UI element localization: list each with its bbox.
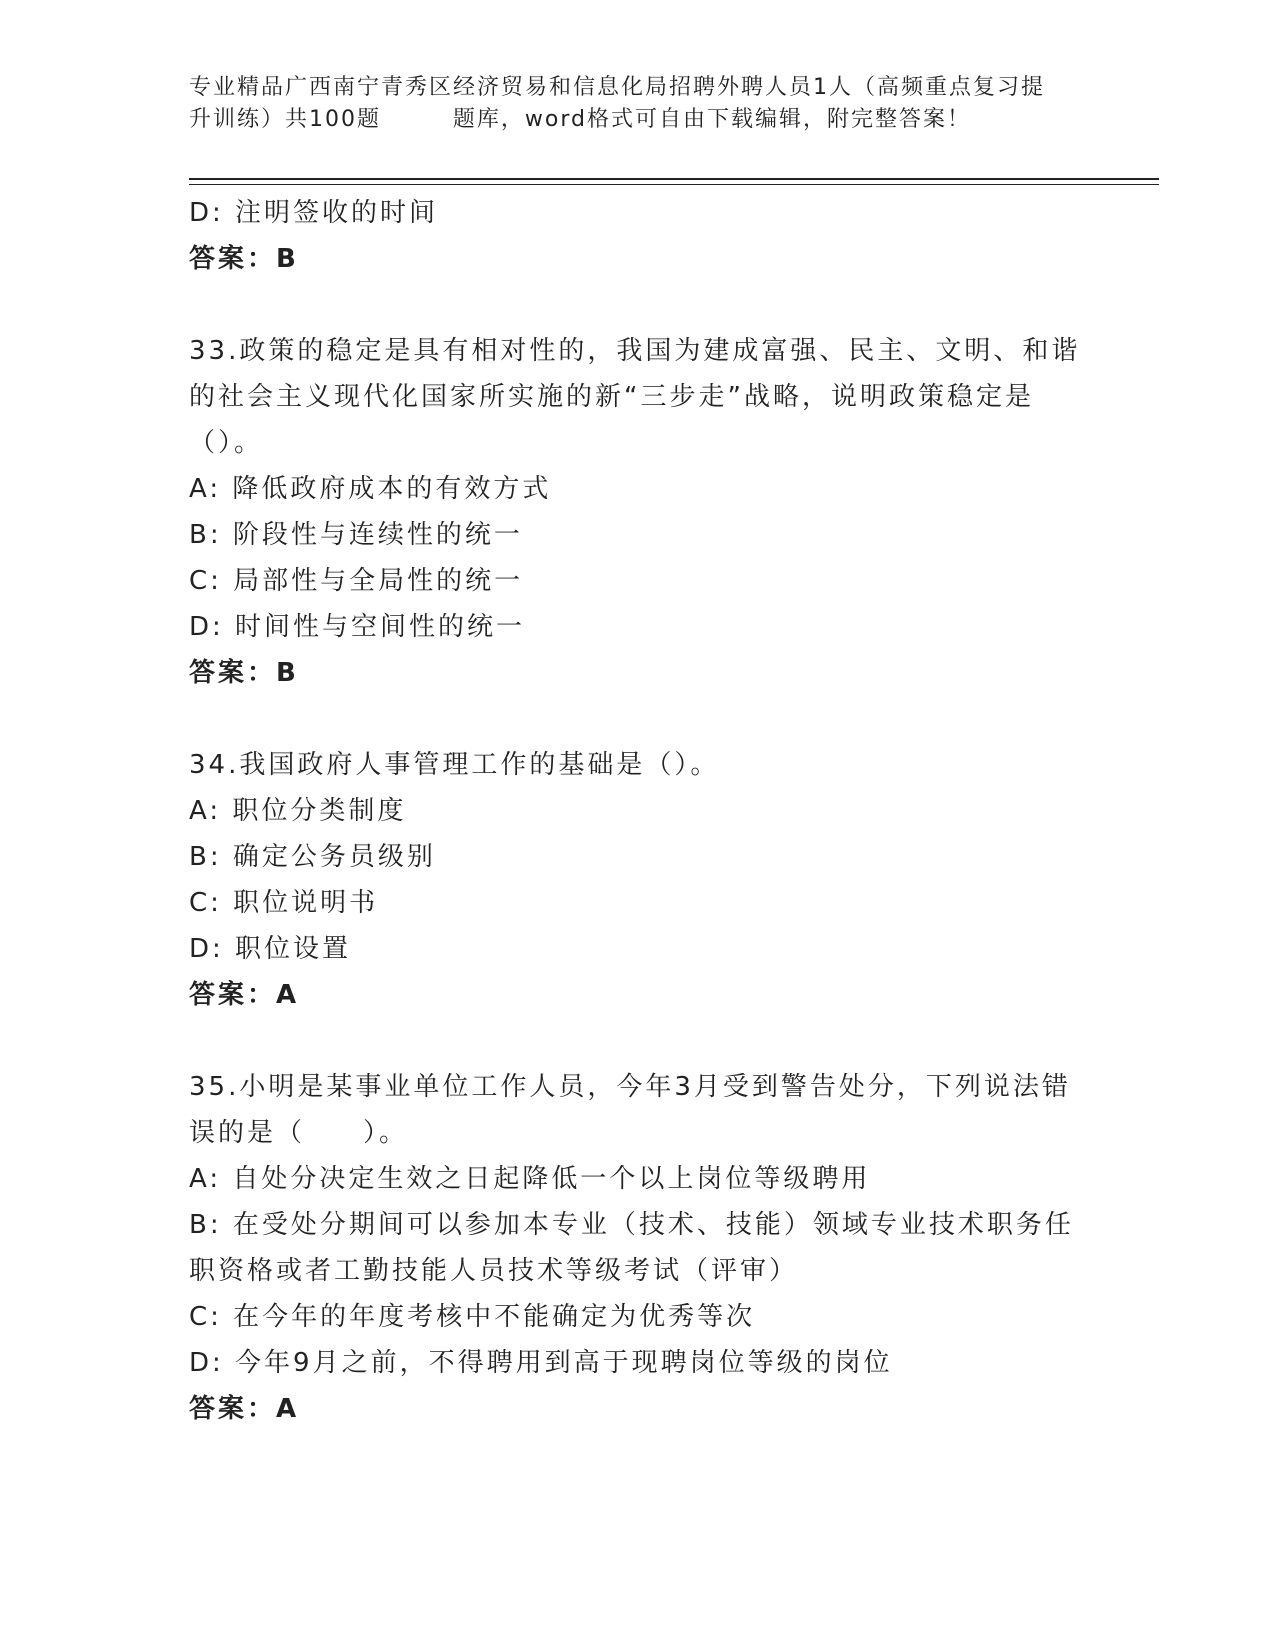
question-stem-line: 33.政策的稳定是具有相对性的，我国为建成富强、民主、文明、和谐 xyxy=(189,336,1081,366)
question-block xyxy=(189,742,1089,1018)
question-stem-line: 34.我国政府人事管理工作的基础是（）。 xyxy=(189,750,720,780)
option-a: A: 职位分类制度 xyxy=(189,796,407,826)
question-stem-line: 误的是（ ）。 xyxy=(189,1118,409,1148)
question-block xyxy=(189,1064,1089,1432)
option-a: A: 自处分决定生效之日起降低一个以上岗位等级聘用 xyxy=(189,1164,871,1194)
option-c: C: 职位说明书 xyxy=(189,888,379,918)
option-a: A: 降低政府成本的有效方式 xyxy=(189,474,552,504)
spacer xyxy=(189,696,1089,742)
option-d: D: 时间性与空间性的统一 xyxy=(189,612,526,642)
header-divider xyxy=(189,178,1159,180)
option-b: B: 阶段性与连续性的统一 xyxy=(189,520,523,550)
header-line-1: 专业精品广西南宁青秀区经济贸易和信息化局招聘外聘人员1人（高频重点复习提 xyxy=(189,75,1045,100)
question-block xyxy=(189,328,1089,696)
option-c: C: 局部性与全局性的统一 xyxy=(189,566,524,596)
header-line-2: 升训练）共100题 题库，word格式可自由下载编辑，附完整答案！ xyxy=(189,107,972,132)
question-stem-line: 的社会主义现代化国家所实施的新“三步走”战略，说明政策稳定是 xyxy=(189,382,1034,412)
document-body xyxy=(189,190,1089,1432)
option-d: D: 今年9月之前，不得聘用到高于现聘岗位等级的岗位 xyxy=(189,1348,893,1378)
header-divider-thin xyxy=(189,184,1159,185)
option-c: C: 在今年的年度考核中不能确定为优秀等次 xyxy=(189,1302,756,1332)
option-b-continued: 职资格或者工勤技能人员技术等级考试（评审） xyxy=(189,1256,799,1286)
option-b: B: 在受处分期间可以参加本专业（技术、技能）领域专业技术职务任 xyxy=(189,1210,1074,1240)
question-stem-line: 35.小明是某事业单位工作人员，今年3月受到警告处分，下列说法错 xyxy=(189,1072,1071,1102)
option-d: D: 职位设置 xyxy=(189,934,352,964)
answer-line: 答案：B xyxy=(189,658,299,688)
answer-line: 答案：A xyxy=(189,1394,300,1424)
question-stem-line: （）。 xyxy=(189,428,264,458)
answer-line: 答案：B xyxy=(189,244,299,274)
spacer xyxy=(189,1018,1089,1064)
option-d: D: 注明签收的时间 xyxy=(189,198,439,228)
spacer xyxy=(189,282,1089,328)
answer-line: 答案：A xyxy=(189,980,300,1010)
document-header xyxy=(189,72,1089,136)
option-b: B: 确定公务员级别 xyxy=(189,842,436,872)
